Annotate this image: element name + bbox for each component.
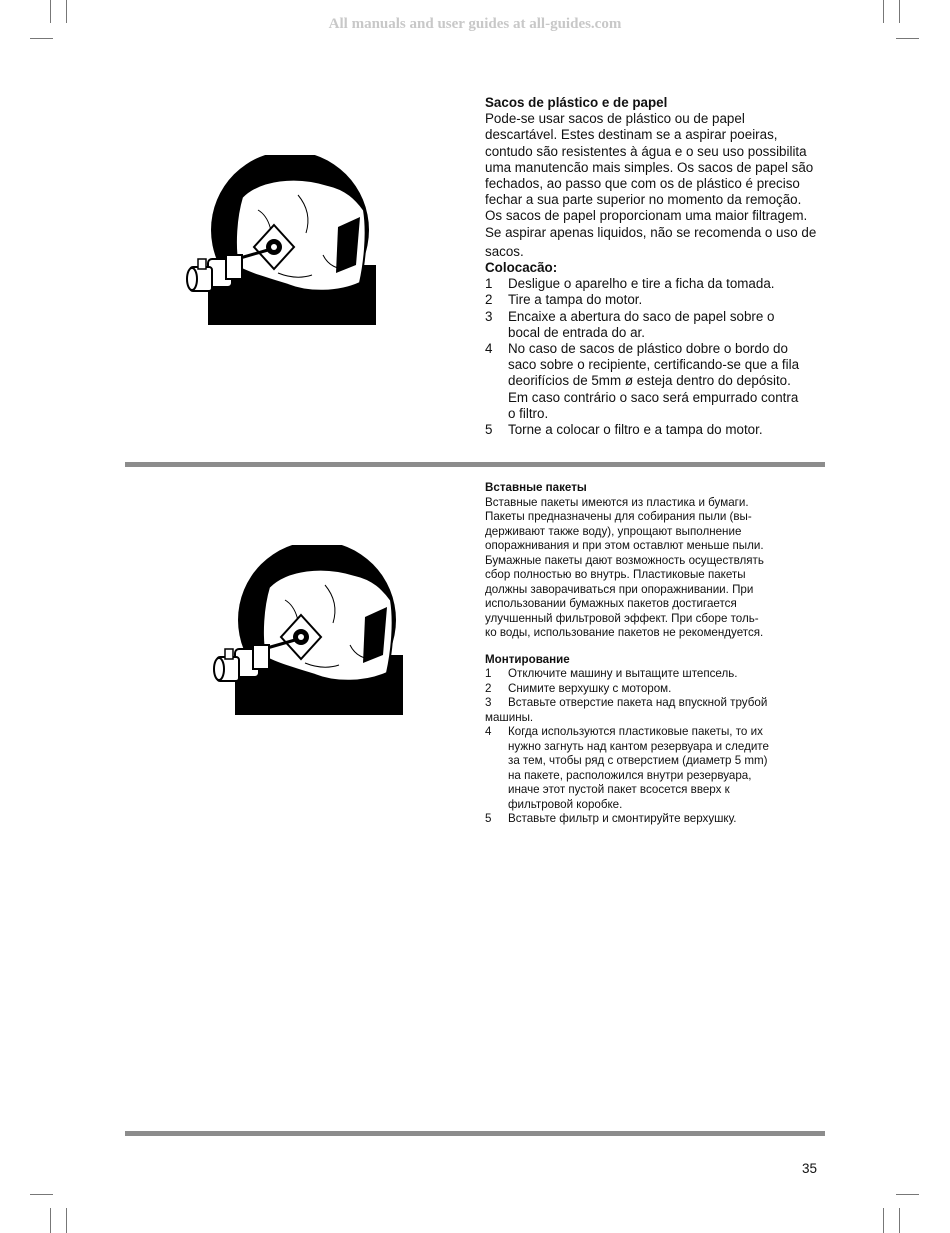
subsection-title-pt: Colocacão: (485, 260, 558, 276)
steps-list-ru (485, 667, 835, 827)
step-text: Вставьте отверстие пакета над впускной трубой (508, 696, 768, 709)
step-number: 1 (485, 667, 492, 680)
bag-illustration-ru (205, 545, 410, 720)
intro-line: Se aspirar apenas liquidos, não se recomenda o uso de (485, 224, 817, 240)
list-item (485, 667, 835, 682)
step-text: машины. (485, 710, 534, 724)
step-number: 2 (485, 292, 493, 308)
crop-mark (899, 1208, 900, 1233)
crop-mark (66, 1208, 67, 1233)
russian-section (485, 481, 835, 827)
intro-line: sacos. (485, 243, 524, 259)
step-text: Encaixe a abertura do saco de papel sobre o bocal de entrada do ar. (508, 308, 775, 340)
watermark: All manuals and user guides at all-guides.com (328, 16, 622, 32)
intro-line: должны заворачиваться при опоражнивании. При (485, 582, 754, 596)
step-number: 1 (485, 276, 493, 292)
list-item (485, 696, 835, 711)
section-title-ru: Вставные пакеты (485, 481, 587, 494)
subsection-title-ru: Монтирование (485, 652, 570, 666)
step-text: No caso de sacos de plástico dobre o bordo do saco sobre o recipiente, certificando-se que a fila deorifícios de 5mm ø esteja dentro do depósito. Em caso contrário o saco será empurrado contra o filtro. (508, 341, 800, 421)
intro-line: Pode-se usar sacos de plástico ou de papel (485, 111, 745, 127)
page-number: 35 (801, 1161, 817, 1176)
intro-line: держивают также воду), упрощают выполнение (485, 524, 742, 538)
step-number: 5 (485, 422, 493, 438)
crop-mark (896, 1194, 919, 1195)
intro-line: fechados, ao passo que com os de plástico é preciso (485, 176, 800, 192)
intro-line: uma manutencão mais simples. Os sacos de papel são (485, 159, 814, 175)
list-item-continuation (485, 711, 835, 726)
step-text: Torne a colocar o filtro e a tampa do motor. (508, 422, 763, 438)
step-number: 3 (485, 696, 492, 709)
step-text: Отключите машину и вытащите штепсель. (508, 667, 738, 680)
intro-line: использовании бумажных пакетов достигается (485, 597, 737, 610)
list-item (485, 812, 835, 827)
intro-line: fechar a sua parte superior no momento da remoção. (485, 192, 802, 208)
steps-list-pt (485, 276, 835, 438)
section-title-pt: Sacos de plástico e de papel (485, 95, 668, 110)
step-text: Tire a tampa do motor. (508, 292, 643, 308)
section-divider (125, 462, 825, 467)
list-item (485, 725, 835, 812)
intro-line: улучшенный фильтровой эффект. При сборе толь- (485, 611, 759, 625)
intro-line: Пакеты предназначены для собирания пыли (вы- (485, 510, 752, 523)
list-item (485, 309, 835, 341)
step-number: 5 (485, 812, 492, 825)
intro-line: Бумажные пакеты дают возможность осуществлять (485, 553, 764, 567)
footer-divider (125, 1131, 825, 1136)
list-item (485, 682, 835, 697)
bag-illustration-pt (178, 155, 383, 330)
intro-line: Os sacos de papel proporcionam uma maior filtragem. (485, 208, 808, 224)
crop-mark (883, 1208, 884, 1233)
step-number: 4 (485, 341, 493, 357)
intro-line: descartável. Estes destinam se a aspirar poeiras, (485, 127, 778, 143)
step-text: Когда используются пластиковые пакеты, то их нужно загнуть над кантом резервуара и следите за тем, чтобы ряд с отверстием (диаметр 5 mm) на пакете, расположился внутри резервуара, иначе этот пустой пакет всосется вверх к фильтровой коробке. (508, 725, 769, 811)
crop-mark (50, 1208, 51, 1233)
crop-mark (30, 38, 53, 39)
step-text: Вставьте фильтр и смонтируйте верхушку. (508, 812, 737, 825)
intro-line: ко воды, использование пакетов не рекомендуется. (485, 626, 764, 639)
portuguese-section (485, 95, 835, 438)
crop-mark (896, 38, 919, 39)
intro-line: contudo são resistentes à água e o seu uso possibilita (485, 143, 807, 159)
step-text: Desligue o aparelho e tire a ficha da tomada. (508, 276, 775, 292)
list-item (485, 276, 835, 292)
list-item (485, 422, 835, 438)
list-item (485, 341, 835, 422)
list-item (485, 292, 835, 308)
intro-line: сбор полностью во внутрь. Пластиковые пакеты (485, 568, 746, 581)
step-text: Снимите верхушку с мотором. (508, 681, 672, 695)
intro-line: опоражнивания и при этом оставлют меньше пыли. (485, 539, 764, 552)
intro-line: Вставные пакеты имеются из пластика и бумаги. (485, 495, 749, 509)
step-number: 2 (485, 681, 492, 695)
step-number: 4 (485, 725, 492, 738)
crop-mark (30, 1194, 53, 1195)
step-number: 3 (485, 308, 493, 324)
